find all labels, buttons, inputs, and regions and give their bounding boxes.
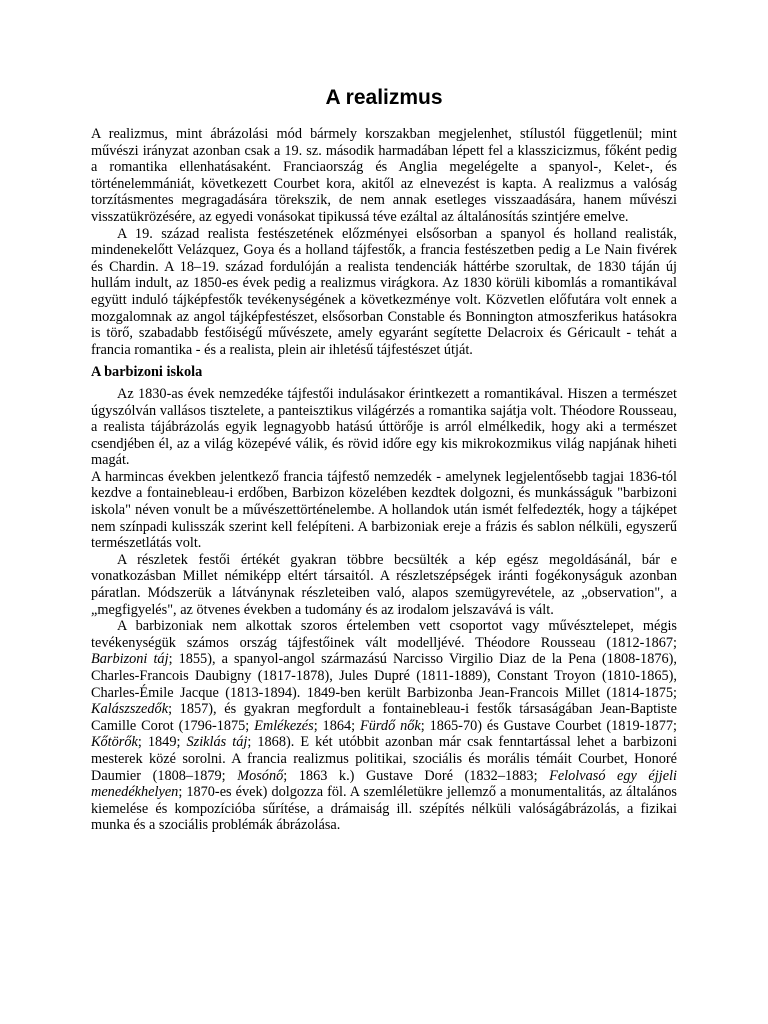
text-run: A barbizoniak nem alkottak szoros értelemben vett csoportot vagy művésztelepet, mégis tevékenységük számos ország tájfestőinek vált modelljévé. Théodore Rousseau (1812-1867;: [91, 618, 677, 651]
text-run: ; 1868). E két utóbbit azonban már csak fenntartással lehet a barbizoni mesterek közé sorolni. A francia realizmus politikai, szociális és morális témáit Courbet, Honoré Daumier (1808–1879;: [91, 734, 678, 784]
section-heading-barbizon: A barbizoni iskola: [91, 364, 203, 381]
artwork-title: Fürdő nők: [360, 717, 421, 734]
text-run: ; 1864;: [313, 717, 360, 734]
paragraph-barbizon-members: [91, 618, 677, 834]
artwork-title: Barbizoni táj: [91, 651, 169, 668]
text-run: ; 1865-70) és Gustave Courbet (1819-1877;: [420, 717, 678, 734]
text-run: ; 1870-es évek) dolgozza föl. A szemléletükre jellemző a monumentalitás, az általános kiemelése és kompozícióba sűrítése, a drámaiság ill. szépítés nélküli valóságábrázolás, a fizikai munka és a szociális problémák ábrázolása.: [91, 784, 677, 834]
artwork-title: Kalászszedők: [91, 701, 169, 718]
paragraph-thirties-painters: A harmincas években jelentkező francia tájfestő nemzedék - amelynek legjelentősebb tagjai 1836-tól kezdve a fontainebleau-i erdőben, Barbizon közelében kezdtek dolgozni, és munkásságuk "barbizoni iskola" néven vonult be a művészettörténelembe. A hollandok után ismét felfedezték, hogy a tájképet nem színpadi kulisszák szerint kell felépíteni. A barbizoniak ereje a frázis és sablon nélküli, egyszerű természetlátás volt.: [91, 468, 677, 552]
paragraph-1830s-generation: Az 1830-as évek nemzedéke tájfestői indulásakor érintkezett a romantikával. Hiszen a természet úgyszólván vallásos tisztelete, a panteisztikus világérzés a romantika sajátja volt. Théodore Rousseau, a realista tájábrázolás egyik legnagyobb hatású úttörője is arról elmélkedik, hogy aki a természet csendjében él, az a világ közepévé válik, és rövid időre egy kis mikrokozmikus világ napjának hiheti magát.: [91, 385, 677, 469]
paragraph-intro: A realizmus, mint ábrázolási mód bármely korszakban megjelenhet, stílustól függetlenül; mint művészi irányzat azonban csak a 19. sz. második harmadában lépett fel a klasszicizmus, főként pedig a romantika ellenhatásaként. Franciaország és Anglia megelégelte a spanyol-, Kelet-, és történelemmániát, következett Courbet kora, akitől az elnevezést is kapta. A realizmus a valóság torzításmentes megragadására törekszik, de nem annak esetleges visszaadására, hanem művészi visszatükrözésére, az egyedi vonásokat tipikussá téve ezáltal az általánosítás szintjére emelve.: [91, 126, 677, 225]
text-run: ; 1863 k.) Gustave Doré (1832–1883;: [283, 767, 550, 784]
paragraph-antecedents: A 19. század realista festészetének előzményei elsősorban a spanyol és holland realisták, mindenekelőtt Velázquez, Goya és a holland tájfestők, a francia festészetben pedig a Le Nain fivérek és Chardin. A 18–19. század fordulóján a realista tendenciák háttérbe szorultak, de 1830 táján új hullám indult, az 1850-es évek pedig a realizmus virágkora. Az 1830 körüli kibomlás a romantikával együtt induló tájképfestők tevékenységének a következménye volt. Közvetlen előfutára volt ennek a mozgalomnak az angol tájképfestészet, elsősorban Constable és Bonnington atmoszferikus hatásokra is törő, szabadabb festőiségű művészete, amely egyaránt segítette Delacroix és Géricault - tehát a francia romantika - és a realista, plein air ihletésű tájfestészet útját.: [91, 225, 677, 358]
paragraph-details: A részletek festői értékét gyakran többre becsülték a kép egész megoldásánál, bár e vonatkozásban Millet némiképp eltért társaitól. A részletszépségek iránti fogékonyságuk azonban páratlan. Módszerük a látványnak részleteiben való, alapos szemügyrevétele, az „observation", a „megfigyelés", az ötvenes években a tudomány és az irodalom jelszavává is vált.: [91, 551, 677, 618]
page-title: A realizmus: [325, 86, 443, 109]
artwork-title: Emlékezés: [254, 717, 314, 734]
text-run: ; 1857), és gyakran megfordult a fontainebleau-i festők társaságában Jean-Baptiste Camille Corot (1796-1875;: [91, 701, 677, 734]
document-body: [91, 126, 677, 834]
artwork-title: Sziklás táj: [186, 734, 248, 751]
artwork-title: Mosónő: [237, 767, 284, 784]
text-run: ; 1849;: [137, 734, 187, 751]
artwork-title: Kőtörők: [91, 734, 138, 751]
artwork-title: Felolvasó egy éjjeli menedékhelyen: [91, 767, 677, 801]
text-run: ; 1855), a spanyol-angol származású Narcisso Virgilio Diaz de la Pena (1808-1876), Charles-Francois Daubigny (1817-1878), Jules Dupré (1811-1889), Constant Troyon (1810-1865), Charles-Émile Jacque (1813-1894). 1849-ben került Barbizonba Jean-Francois Millet (1814-1875;: [91, 651, 677, 701]
